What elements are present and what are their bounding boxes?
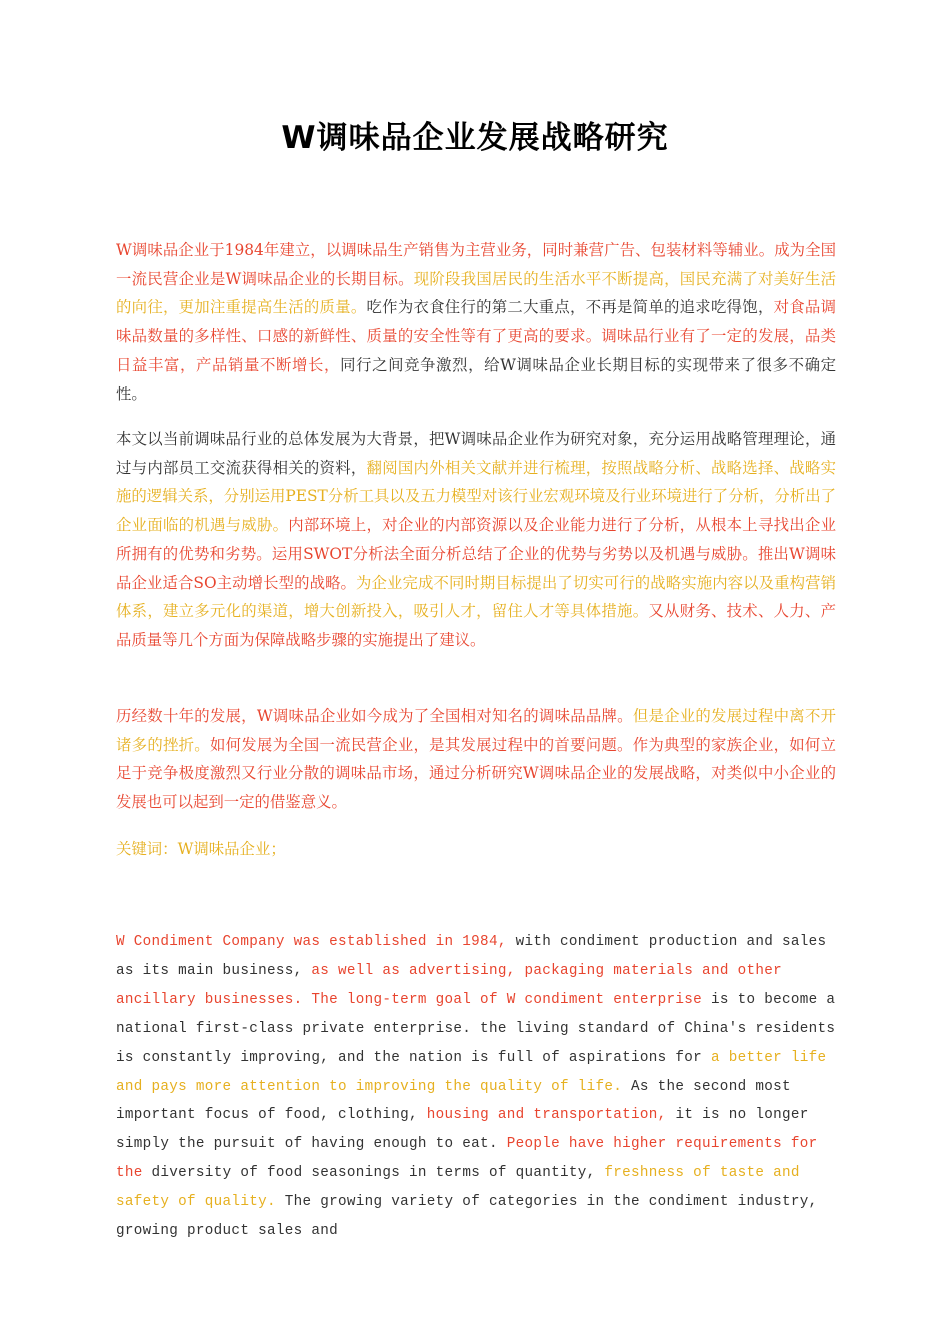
text-run: 历经数十年的发展，W调味品企业如今成为了全国相对知名的调味品品牌。 [116,707,633,725]
text-run: People have higher requirements for the [116,1136,818,1182]
abstract-paragraph-3 [116,702,836,817]
text-run: W调味品企业于1984年建立，以调味品生产销售为主营业务，同时兼营广告、包装材料等辅业。成为全国一流民营企业是W调味品企业的长期目标。 [116,241,836,288]
english-abstract [116,928,836,1246]
text-run: The growing variety of categories in the condiment industry, growing product sales and [116,1194,818,1240]
text-run: a better life and pays more attention to improving the quality of life. [116,1049,827,1095]
abstract-paragraph-1 [116,236,836,408]
keywords-line [116,835,836,864]
abstract-paragraph-2 [116,425,836,655]
text-run: 现阶段我国居民的生活水平不断提高，国民充满了对美好生活的向往，更加注重提高生活的质量。 [116,269,836,317]
text-run: 为企业完成不同时期目标提出了切实可行的战略实施内容以及重构营销体系，建立多元化的渠道，增大创新投入，吸引人才，留住人才等具体措施。 [116,573,836,621]
keywords-text: 关键词：W调味品企业； [116,840,286,858]
text-run: As the second most important focus of food, clothing, [116,1078,791,1124]
text-run: 本文以当前调味品行业的总体发展为大背景，把W调味品企业作为研究对象，充分运用战略管理理论，通过与内部员工交流获得相关的资料， [116,430,836,477]
text-run: as well as advertising, packaging materials and other ancillary businesses. The long-term goal of W condiment enterprise [116,962,782,1008]
text-run: diversity of food seasonings in terms of quantity, [151,1165,605,1182]
text-run: freshness of taste and safety of quality. [116,1165,800,1211]
text-run: housing and transportation, [426,1107,676,1124]
text-run: 但是企业的发展过程中离不开诸多的挫折。 [116,707,836,754]
text-run: 吃作为衣食住行的第二大重点，不再是简单的追求吃得饱， [366,298,774,317]
text-run: 又从财务、技术、人力、产品质量等几个方面为保障战略步骤的实施提出了建议。 [116,602,836,649]
text-run: 翻阅国内外相关文献并进行梳理，按照战略分析、战略选择、战略实施的逻辑关系，分别运用PEST分析工具以及五力模型对该行业宏观环境及行业环境进行了分析，分析出了企业面临的机遇与威胁。 [116,458,836,535]
text-run: 如何发展为全国一流民营企业，是其发展过程中的首要问题。作为典型的家族企业，如何立足于竞争极度激烈又行业分散的调味品市场，通过分析研究W调味品企业的发展战略，对类似中小企业的发展也可以起到一定的借鉴意义。 [116,735,836,812]
text-run: 内部环境上，对企业的内部资源以及企业能力进行了分析，从根本上寻找出企业所拥有的优势和劣势。运用SWOT分析法全面分析总结了企业的优势与劣势以及机遇与威胁。推出W调味品企业适合SO主动增长型的战略。 [116,516,836,592]
text-run: 同行之间竞争激烈，给W调味品企业长期目标的实现带来了很多不确定性。 [116,355,836,403]
text-run: with condiment production and sales as its main business, [116,934,827,979]
text-run: 对食品调味品数量的多样性、口感的新鲜性、质量的安全性等有了更高的要求。调味品行业有了一定的发展，品类日益丰富，产品销量不断增长， [116,298,836,374]
text-run: it is no longer simply the pursuit of having enough to eat. [116,1107,809,1153]
text-run: is to become a national first-class private enterprise. the living standard of China's residents is constantly improving, and the nation is full of aspirations for [116,991,836,1066]
document-title: W调味品企业发展战略研究 [281,120,669,156]
text-run: W Condiment Company was established in 1984, [116,934,516,950]
